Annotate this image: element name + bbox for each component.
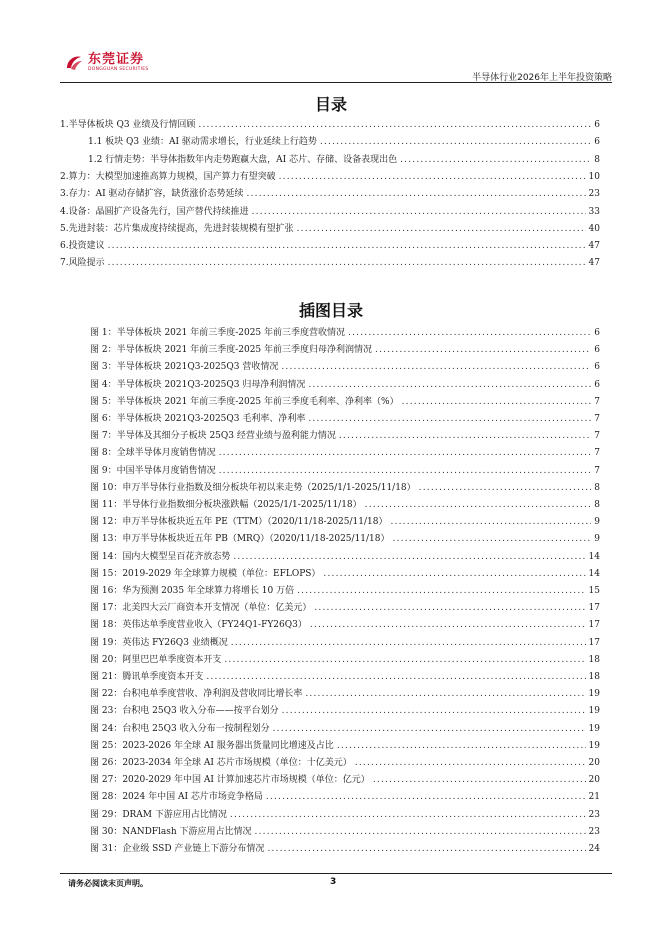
figure-entry-page: 20 — [588, 775, 600, 786]
leader-dots — [305, 687, 585, 701]
logo-mark-icon — [64, 53, 84, 73]
leader-dots — [267, 842, 585, 856]
figure-entry-label: 图 23：台积电 25Q3 收入分布——按平台划分 — [90, 706, 279, 717]
figure-entry-label: 图 25：2023-2026 年全球 AI 服务器出货量同比增速及占比 — [90, 740, 334, 751]
figure-entry-page: 6 — [594, 345, 600, 356]
leader-dots — [375, 343, 591, 357]
figure-entry[interactable] — [60, 567, 600, 581]
toc-entry[interactable] — [60, 239, 600, 253]
toc-entry-page: 10 — [588, 171, 600, 182]
leader-dots — [233, 550, 585, 564]
figure-entry-page: 24 — [588, 844, 600, 854]
figure-entry-page: 8 — [594, 500, 600, 510]
figure-entry[interactable] — [60, 584, 600, 598]
figure-entry[interactable] — [60, 326, 600, 340]
figure-entry-label: 图 3：半导体板块 2021Q3-2025Q3 营收情况 — [90, 362, 279, 373]
figure-entry-label: 图 2：半导体板块 2021 年前三季度-2025 年前三季度归母净利润情况 — [90, 345, 373, 356]
toc-entry[interactable] — [60, 153, 600, 167]
leader-dots — [419, 481, 592, 495]
figure-entry-page: 7 — [594, 448, 600, 459]
figure-entry-label: 图 10：申万半导体行业指数及细分板块年初以来走势（2025/1/1-2025/11/18） — [90, 482, 416, 493]
figure-entry-page: 19 — [588, 723, 600, 734]
figures-heading: 插图目录 — [298, 301, 363, 320]
leader-dots — [255, 825, 586, 839]
toc-entry-page: 40 — [588, 223, 600, 234]
figure-entry[interactable] — [60, 532, 600, 546]
page-number: 3 — [330, 877, 337, 887]
leader-dots — [219, 446, 592, 460]
toc-entry-label: 4.设备：晶圆扩产设备先行，国产替代持续推进 — [60, 206, 249, 217]
toc-entry[interactable] — [60, 187, 600, 201]
figure-entry[interactable] — [60, 808, 600, 822]
toc-entry-label: 2.算力：大模型加速推高算力规模，国产算力有望突破 — [60, 171, 276, 182]
leader-dots — [355, 756, 586, 770]
figure-entry-label: 图 18：英伟达单季度营业收入（FY24Q1-FY26Q3） — [90, 620, 307, 631]
figure-entry[interactable] — [60, 653, 600, 667]
toc-entry-label: 5.先进封装：芯片集成度持续提高，先进封装规模有望扩张 — [60, 223, 294, 234]
figure-entry[interactable] — [60, 739, 600, 753]
figure-entry-label: 图 19：英伟达 FY26Q3 业绩概况 — [90, 637, 228, 648]
figure-entry[interactable] — [60, 464, 600, 478]
figure-entry-label: 图 4：半导体板块 2021Q3-2025Q3 归母净利润情况 — [90, 379, 306, 390]
figure-entry-label: 图 26：2023-2034 年全球 AI 芯片市场规模（单位：十亿美元） — [90, 758, 352, 768]
figure-entry[interactable] — [60, 481, 600, 495]
figure-entry-page: 9 — [594, 517, 600, 528]
leader-dots — [320, 135, 591, 149]
figure-entry-page: 19 — [588, 689, 600, 700]
toc-entry-label: 6.投资建议 — [60, 241, 105, 252]
leader-dots — [365, 498, 592, 512]
figure-entry-page: 7 — [594, 431, 600, 442]
figure-entry-page: 14 — [588, 551, 600, 562]
footer-divider — [60, 873, 612, 874]
figure-entry-label: 图 31：企业级 SSD 产业链上下游分布情况 — [90, 844, 265, 854]
figure-entry[interactable] — [60, 343, 600, 357]
toc-entry-page: 6 — [594, 120, 600, 130]
toc-entry-label: 7.风险提示 — [60, 258, 105, 269]
leader-dots — [373, 773, 586, 787]
figure-entry-label: 图 11：半导体行业指数细分板块涨跌幅（2025/1/1-2025/11/18） — [90, 500, 362, 510]
figure-entry-label: 图 29：DRAM 下游应用占比情况 — [90, 809, 227, 820]
toc-entry[interactable] — [60, 205, 600, 219]
leader-dots — [224, 653, 585, 667]
figure-entry[interactable] — [60, 378, 600, 392]
figure-entry[interactable] — [60, 550, 600, 564]
figure-entry-label: 图 20：阿里巴巴单季度资本开支 — [90, 654, 222, 665]
toc-entry-page: 8 — [594, 154, 600, 165]
figure-entry-label: 图 13：申万半导体板块近五年 PB（MRQ）（2020/11/18-2025/11/18） — [90, 534, 390, 545]
leader-dots — [297, 222, 586, 236]
toc-entry-label: 1.2 行情走势：半导体指数年内走势跑赢大盘，AI 芯片、存储、设备表现出色 — [88, 154, 398, 165]
figure-entry-label: 图 16：华为预测 2035 年全球算力将增长 10 万倍 — [90, 586, 295, 596]
leader-dots — [402, 395, 592, 409]
leader-dots — [230, 808, 586, 822]
figure-entry[interactable] — [60, 618, 600, 632]
leader-dots — [273, 722, 586, 736]
figure-entry-page: 15 — [588, 586, 600, 596]
figure-entry[interactable] — [60, 825, 600, 839]
figure-entry-page: 8 — [594, 482, 600, 493]
toc-entry-page: 6 — [594, 137, 600, 148]
leader-dots — [308, 378, 591, 392]
logo-en-text: DONGGUAN SECURITIES — [88, 67, 149, 73]
toc-entry-label: 1.半导体板块 Q3 业绩及行情回顾 — [60, 120, 196, 130]
figure-entry[interactable] — [60, 842, 600, 856]
leader-dots — [282, 704, 586, 718]
figure-entry-page: 19 — [588, 740, 600, 751]
leader-dots — [252, 205, 586, 219]
figure-entry-page: 17 — [588, 620, 600, 631]
toc-entry-page: 33 — [588, 206, 600, 217]
figure-entry-page: 23 — [588, 826, 600, 837]
figure-entry-page: 18 — [588, 654, 600, 665]
leader-dots — [308, 412, 591, 426]
toc-entry[interactable] — [60, 135, 600, 149]
figure-entry-label: 图 7：半导体及其细分子板块 25Q3 经营业绩与盈利能力情况 — [90, 431, 336, 442]
figure-entry-label: 图 30：NANDFlash 下游应用占比情况 — [90, 826, 252, 837]
leader-dots — [281, 360, 591, 374]
figure-entry-page: 19 — [588, 706, 600, 717]
toc-entry-page: 23 — [588, 189, 600, 200]
figure-entry-label: 图 21：腾讯单季度资本开支 — [90, 672, 204, 682]
leader-dots — [108, 256, 586, 270]
figure-entry-label: 图 28：2024 年中国 AI 芯片市场竞争格局 — [90, 792, 263, 803]
figure-entry-page: 21 — [588, 792, 600, 803]
figure-entry-page: 17 — [588, 637, 600, 648]
figure-entry[interactable] — [60, 360, 600, 374]
toc-entry-label: 3.存力：AI 驱动存储扩容，缺货涨价态势延续 — [60, 189, 244, 200]
leader-dots — [393, 532, 592, 546]
figure-entry-page: 7 — [594, 414, 600, 424]
leader-dots — [206, 670, 585, 684]
leader-dots — [339, 429, 591, 443]
figure-entry-page: 6 — [594, 379, 600, 390]
leader-dots — [297, 584, 585, 598]
leader-dots — [219, 464, 592, 478]
figure-entry[interactable] — [60, 636, 600, 650]
figure-entry-page: 23 — [588, 809, 600, 820]
leader-dots — [198, 118, 591, 132]
figure-entry-page: 6 — [594, 328, 600, 338]
figure-entry-label: 图 5：半导体板块 2021 年前三季度-2025 年前三季度毛利率、净利率（%） — [90, 396, 399, 407]
leader-dots — [390, 515, 591, 529]
leader-dots — [314, 601, 585, 615]
figure-entry-label: 图 1：半导体板块 2021 年前三季度-2025 年前三季度营收情况 — [90, 328, 346, 338]
figure-entry[interactable] — [60, 722, 600, 736]
figure-entry-page: 14 — [588, 568, 600, 579]
report-title: 半导体行业2026年上半年投资策略 — [472, 73, 612, 83]
figure-entry-label: 图 6：半导体板块 2021Q3-2025Q3 毛利率、净利率 — [90, 414, 306, 424]
figure-entry-label: 图 14：国内大模型呈百花齐放态势 — [90, 551, 231, 562]
figure-entry-page: 6 — [594, 362, 600, 373]
figure-entry-label: 图 12：申万半导体板块近五年 PE（TTM）（2020/11/18-2025/11/18） — [90, 517, 388, 528]
header-divider — [60, 82, 612, 83]
page-footer — [60, 873, 612, 888]
figure-entry-page: 9 — [594, 534, 600, 545]
leader-dots — [348, 326, 591, 340]
figure-entry[interactable] — [60, 412, 600, 426]
figure-entry-label: 图 24：台积电 25Q3 收入分布一按制程划分 — [90, 723, 270, 734]
leader-dots — [108, 239, 586, 253]
figure-entry[interactable] — [60, 446, 600, 460]
figure-entry[interactable] — [60, 704, 600, 718]
leader-dots — [323, 567, 585, 581]
figure-entry[interactable] — [60, 601, 600, 615]
company-logo — [64, 50, 149, 76]
figure-entry-page: 20 — [588, 758, 600, 768]
leader-dots — [266, 790, 586, 804]
figure-entry-label: 图 15：2019-2029 年全球算力规模（单位：EFLOPS） — [90, 568, 321, 579]
leader-dots — [247, 187, 586, 201]
figure-entry[interactable] — [60, 687, 600, 701]
toc-entry-page: 47 — [588, 241, 600, 252]
figure-entry[interactable] — [60, 429, 600, 443]
figure-entry-label: 图 17：北美四大云厂商资本开支情况（单位：亿美元） — [90, 603, 312, 614]
figure-entry-label: 图 9：中国半导体月度销售情况 — [90, 465, 216, 476]
figure-entry[interactable] — [60, 670, 600, 684]
figure-entry-page: 18 — [588, 672, 600, 682]
toc-entry[interactable] — [60, 256, 600, 270]
figure-entry[interactable] — [60, 790, 600, 804]
figure-entry[interactable] — [60, 395, 600, 409]
figure-entry[interactable] — [60, 515, 600, 529]
leader-dots — [310, 618, 586, 632]
toc-heading: 目录 — [314, 95, 347, 114]
leader-dots — [400, 153, 591, 167]
toc-entry[interactable] — [60, 170, 600, 184]
figure-entry-page: 17 — [588, 603, 600, 614]
toc-entry[interactable] — [60, 222, 600, 236]
figure-entry-label: 图 22：台积电单季度营收、净利润及营收同比增长率 — [90, 689, 303, 700]
figure-entry-label: 图 27：2020-2029 年中国 AI 计算加速芯片市场规模（单位：亿元） — [90, 775, 370, 786]
toc-entry[interactable] — [60, 118, 600, 132]
figure-entry[interactable] — [60, 498, 600, 512]
toc-entry-page: 47 — [588, 258, 600, 269]
disclaimer-note: 请务必阅读末页声明。 — [68, 879, 148, 888]
leader-dots — [279, 170, 586, 184]
page-header — [60, 50, 612, 82]
logo-cn-text: 东莞证券 — [88, 52, 145, 68]
leader-dots — [337, 739, 586, 753]
toc-entry-label: 1.1 板块 Q3 业绩：AI 驱动需求增长，行业延续上行趋势 — [88, 137, 317, 148]
figure-entry-label: 图 8：全球半导体月度销售情况 — [90, 448, 216, 459]
figure-entry[interactable] — [60, 773, 600, 787]
leader-dots — [231, 636, 586, 650]
figure-entry[interactable] — [60, 756, 600, 770]
figure-entry-page: 7 — [594, 396, 600, 407]
figure-entry-page: 7 — [594, 465, 600, 476]
